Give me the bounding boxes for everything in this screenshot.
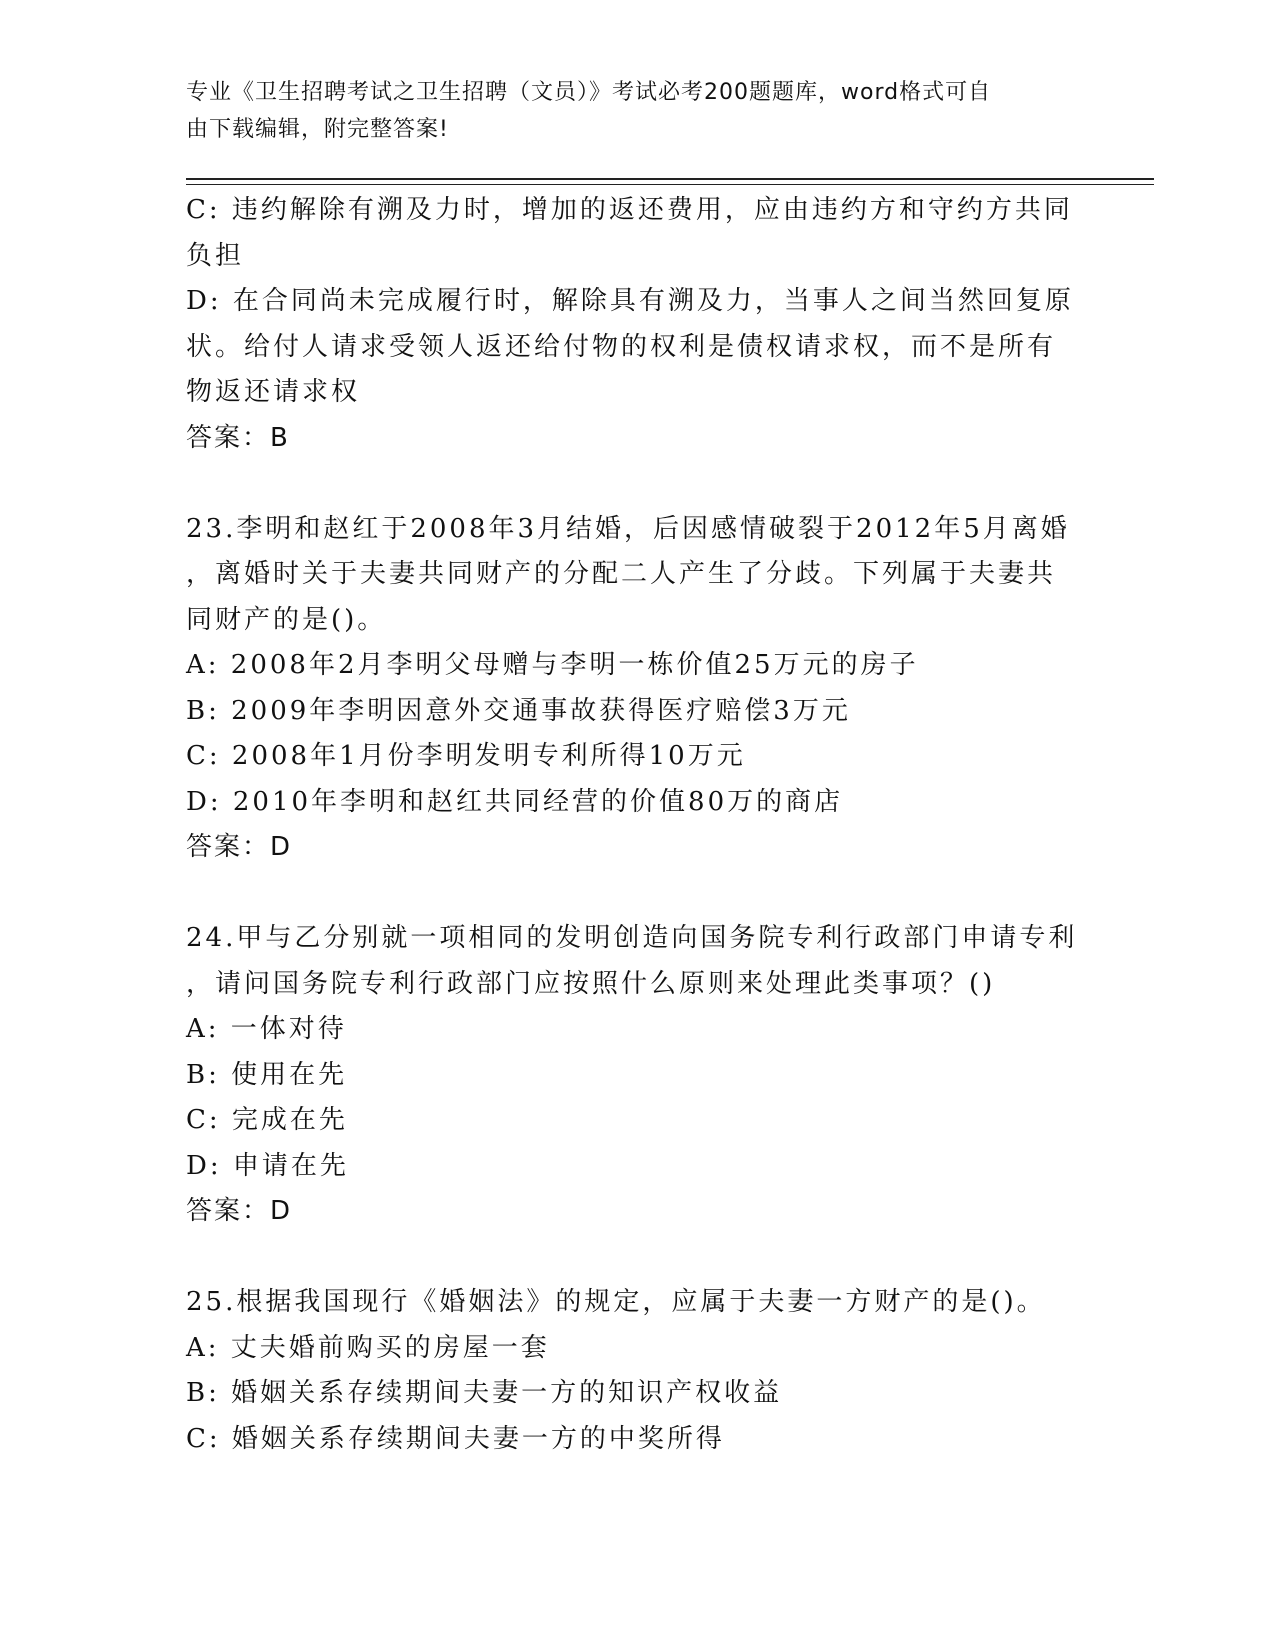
question-25-stem-line-1: 25.根据我国现行《婚姻法》的规定，应属于夫妻一方财产的是()。	[186, 1287, 1046, 1317]
question-23-option-d: D: 2010年李明和赵红共同经营的价值80万的商店	[186, 786, 844, 817]
question-24-option-d: D: 申请在先	[186, 1150, 349, 1181]
option-c-line-2: 负担	[186, 240, 245, 271]
previous-question-block	[186, 188, 1086, 461]
question-24-option-a: A: 一体对待	[186, 1014, 347, 1044]
question-23-stem-line-1: 23.李明和赵红于2008年3月结婚，后因感情破裂于2012年5月离婚	[186, 513, 1070, 544]
question-23-option-c: C: 2008年1月份李明发明专利所得10万元	[186, 741, 746, 771]
question-content	[186, 188, 1086, 1462]
spacer	[186, 871, 1086, 917]
question-23-answer: 答案：D	[186, 832, 293, 862]
spacer	[186, 1235, 1086, 1281]
question-24-block	[186, 916, 1086, 1235]
option-d-line-2: 状。给付人请求受领人返还给付物的权利是债权请求权，而不是所有	[186, 331, 1057, 362]
question-24-option-b: B: 使用在先	[186, 1059, 348, 1090]
question-25-option-b: B: 婚姻关系存续期间夫妻一方的知识产权收益	[186, 1378, 783, 1408]
header-rule-thin	[186, 184, 1154, 185]
question-23-stem-line-3: 同财产的是()。	[186, 604, 387, 635]
question-23-option-a: A: 2008年2月李明父母赠与李明一栋价值25万元的房子	[186, 650, 919, 680]
question-23-stem-line-2: ，离婚时关于夫妻共同财产的分配二人产生了分歧。下列属于夫妻共	[186, 559, 1057, 589]
question-24-stem-line-1: 24.甲与乙分别就一项相同的发明创造向国务院专利行政部门申请专利	[186, 923, 1078, 953]
question-24-option-c: C: 完成在先	[186, 1105, 348, 1135]
question-24-stem-line-2: ，请问国务院专利行政部门应按照什么原则来处理此类事项？()	[186, 968, 996, 999]
page-header	[186, 74, 1086, 148]
header-line-1: 专业《卫生招聘考试之卫生招聘（文员）》考试必考200题题库，word格式可自	[186, 80, 992, 105]
question-23-block	[186, 507, 1086, 871]
spacer	[186, 461, 1086, 507]
option-d-line-3: 物返还请求权	[186, 377, 361, 407]
question-24-answer: 答案：D	[186, 1196, 293, 1226]
question-23-option-b: B: 2009年李明因意外交通事故获得医疗赔偿3万元	[186, 695, 851, 726]
question-25-option-c: C: 婚姻关系存续期间夫妻一方的中奖所得	[186, 1423, 725, 1454]
option-d-line-1: D: 在合同尚未完成履行时，解除具有溯及力，当事人之间当然回复原	[186, 286, 1074, 316]
option-c-line-1: C: 违约解除有溯及力时，增加的返还费用，应由违约方和守约方共同	[186, 195, 1073, 225]
question-25-option-a: A: 丈夫婚前购买的房屋一套	[186, 1332, 550, 1363]
answer-label: 答案：B	[186, 422, 290, 453]
question-25-block	[186, 1280, 1086, 1462]
header-rule-thick	[186, 178, 1154, 180]
header-line-2: 由下载编辑，附完整答案!	[186, 117, 449, 142]
